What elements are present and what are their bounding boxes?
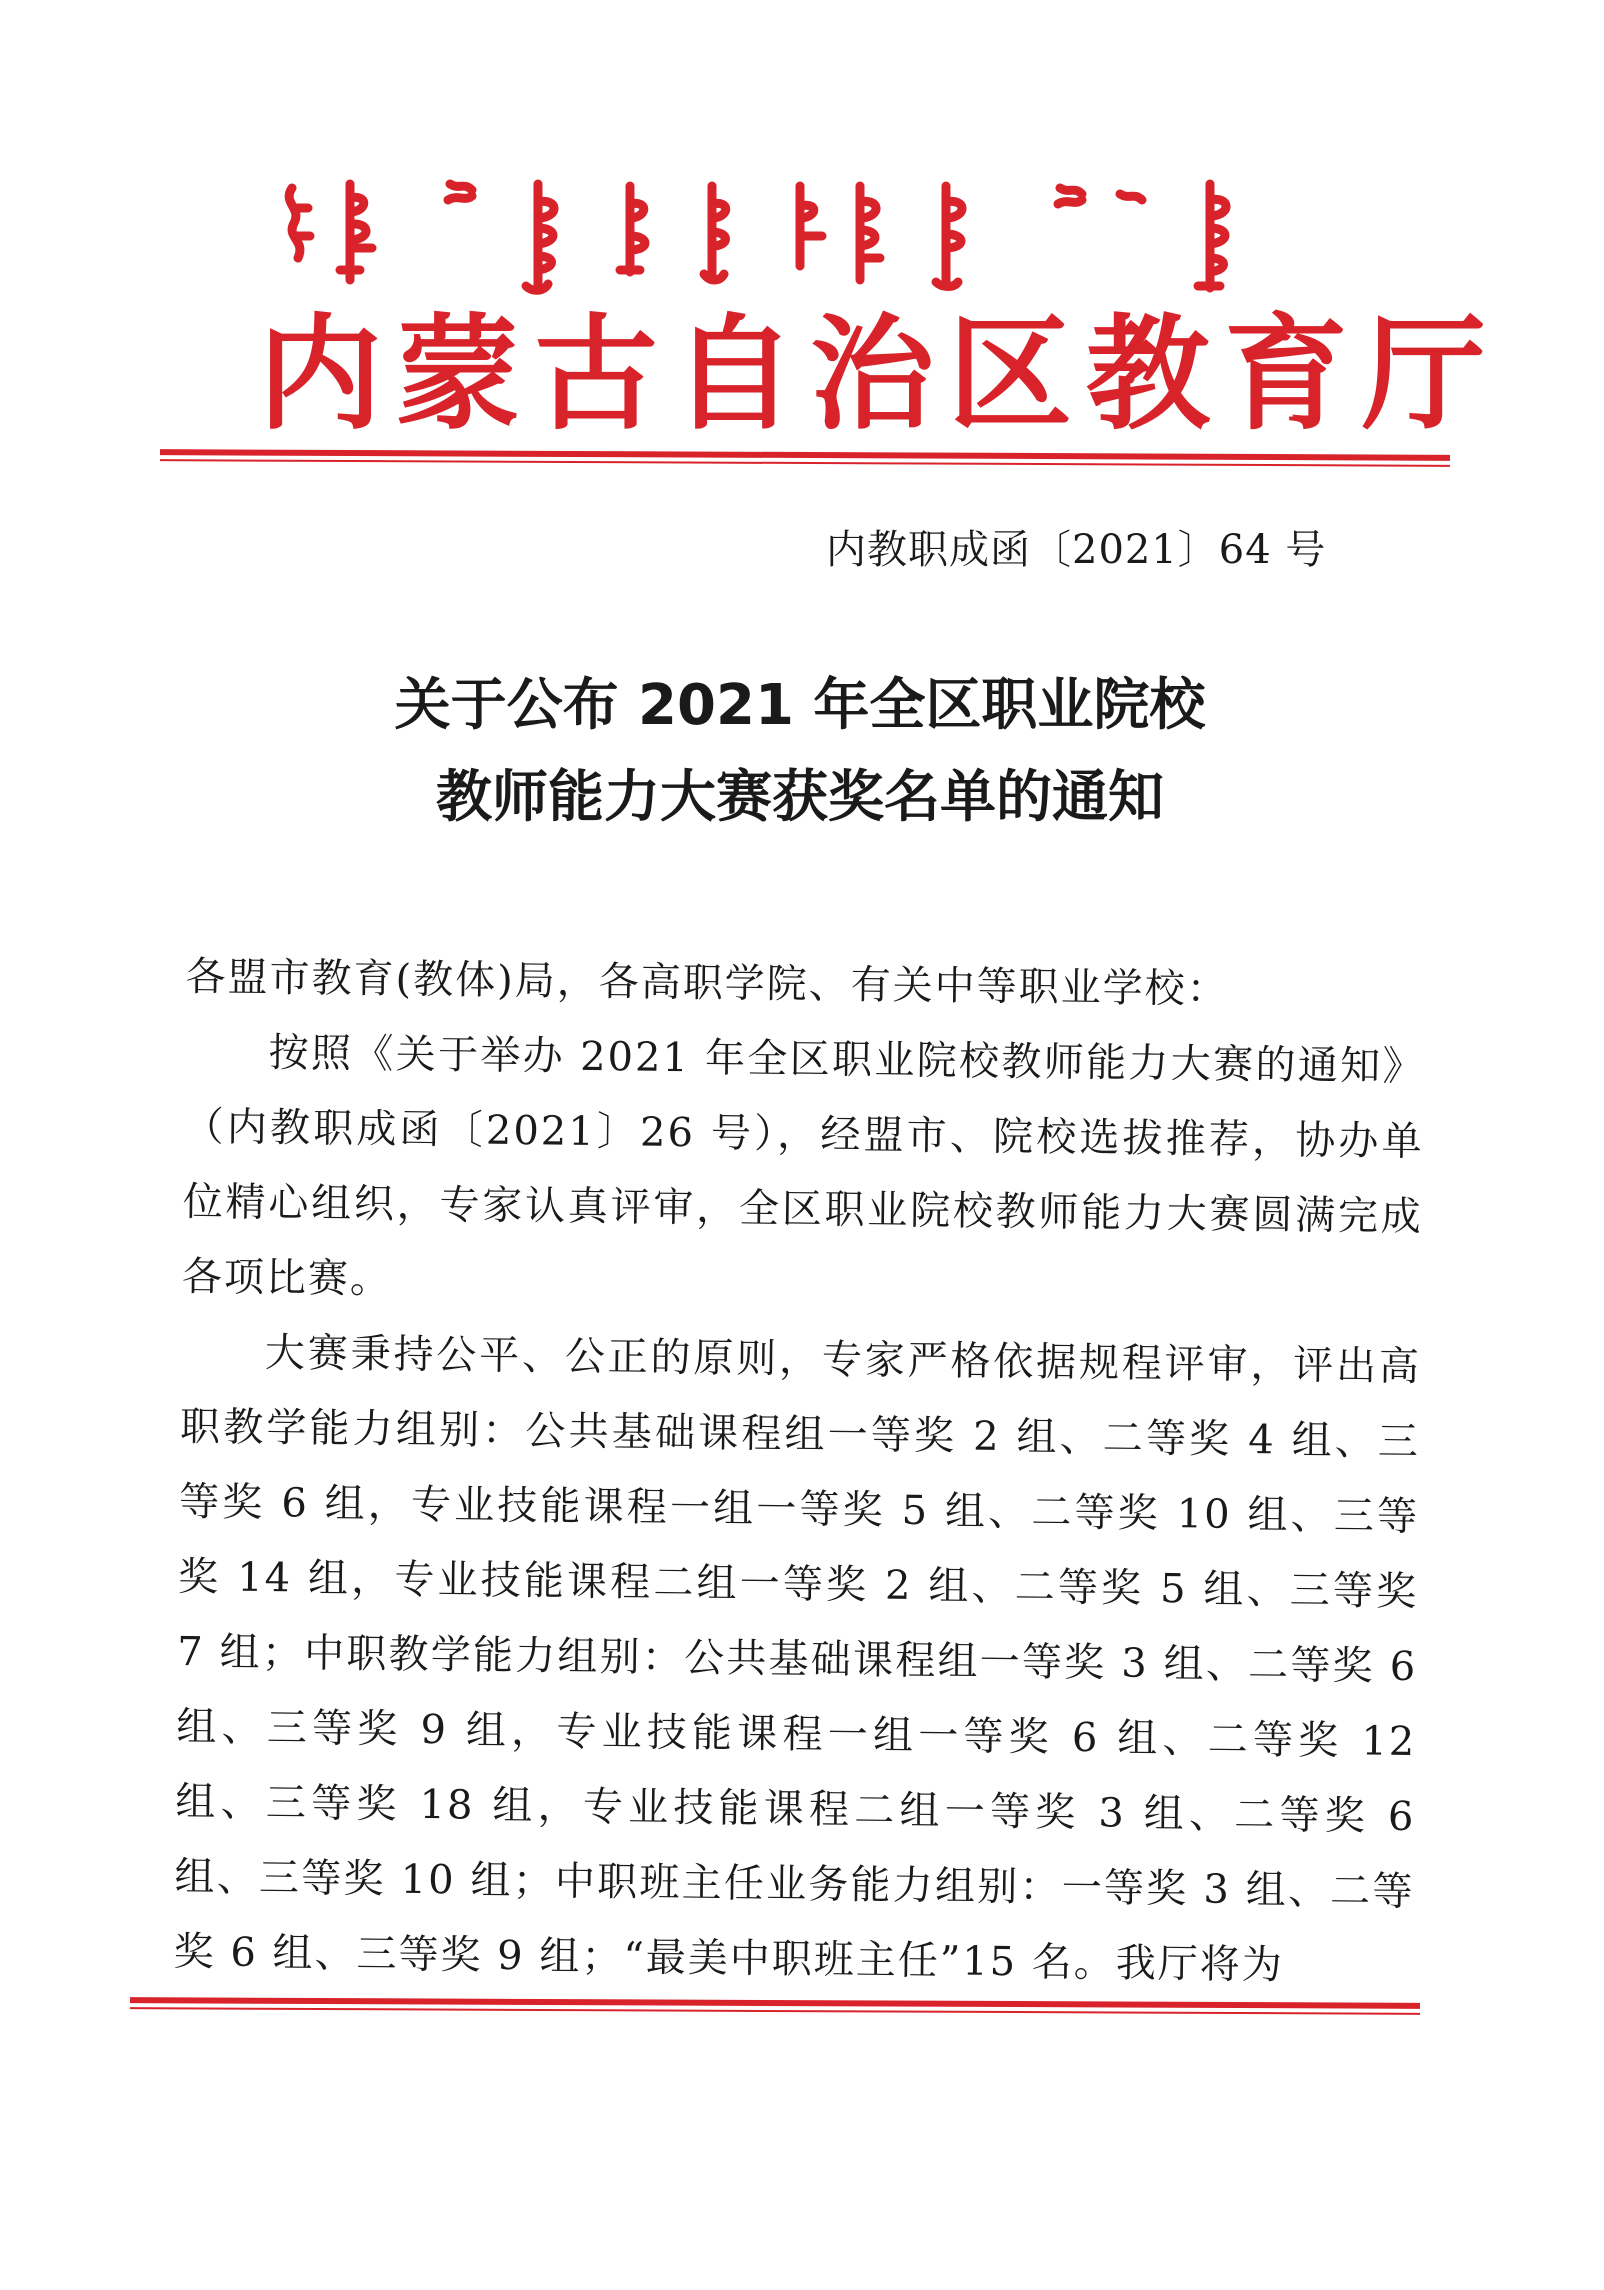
document-body <box>173 940 1426 2005</box>
document-title <box>300 660 1300 844</box>
mongolian-script-header <box>280 178 1340 298</box>
header-divider <box>160 449 1450 467</box>
paragraph: 按照《关于举办 2021 年全区职业院校教师能力大赛的通知》（内教职成函〔2021〕26 号），经盟市、院校选拔推荐，协办单位精心组织，专家认真评审，全区职业院校教师能力大赛圆满完成各项比赛。 <box>181 1030 1425 1303</box>
document-number: 内教职成函〔2021〕64 号 <box>826 527 1327 573</box>
salutation: 各盟市教育(教体)局，各高职学院、有关中等职业学校： <box>185 953 1229 1013</box>
mongolian-script-logo <box>280 178 1340 298</box>
paragraph: 大赛秉持公平、公正的原则，专家严格依据规程评审，评出高职教学能力组别：公共基础课程组一等奖 2 组、二等奖 4 组、三等奖 6 组，专业技能课程一组一等奖 5 组、二等奖 10 组、三等奖 14 组，专业技能课程二组一等奖 2 组、二等奖 5 组、三等奖 7 组；中职教学能力组别：公共基础课程组一等奖 3 组、二等奖 6 组、三等奖 9 组，专业技能课程一组一等奖 6 组、二等奖 12 组、三等奖 18 组，专业技能课程二组一等奖 3 组、二等奖 6 组、三等奖 10 组；中职班主任业务能力组别：一等奖 3 组、二等奖 6 组、三等奖 9 组；“最美中职班主任”15 名。我厅将为 <box>173 1329 1422 1989</box>
agency-name: 内蒙古自治区教育厅 <box>258 303 1501 447</box>
title-line-2: 教师能力大赛获奖名单的通知 <box>436 765 1164 830</box>
title-line-1: 关于公布 2021 年全区职业院校 <box>394 673 1206 738</box>
